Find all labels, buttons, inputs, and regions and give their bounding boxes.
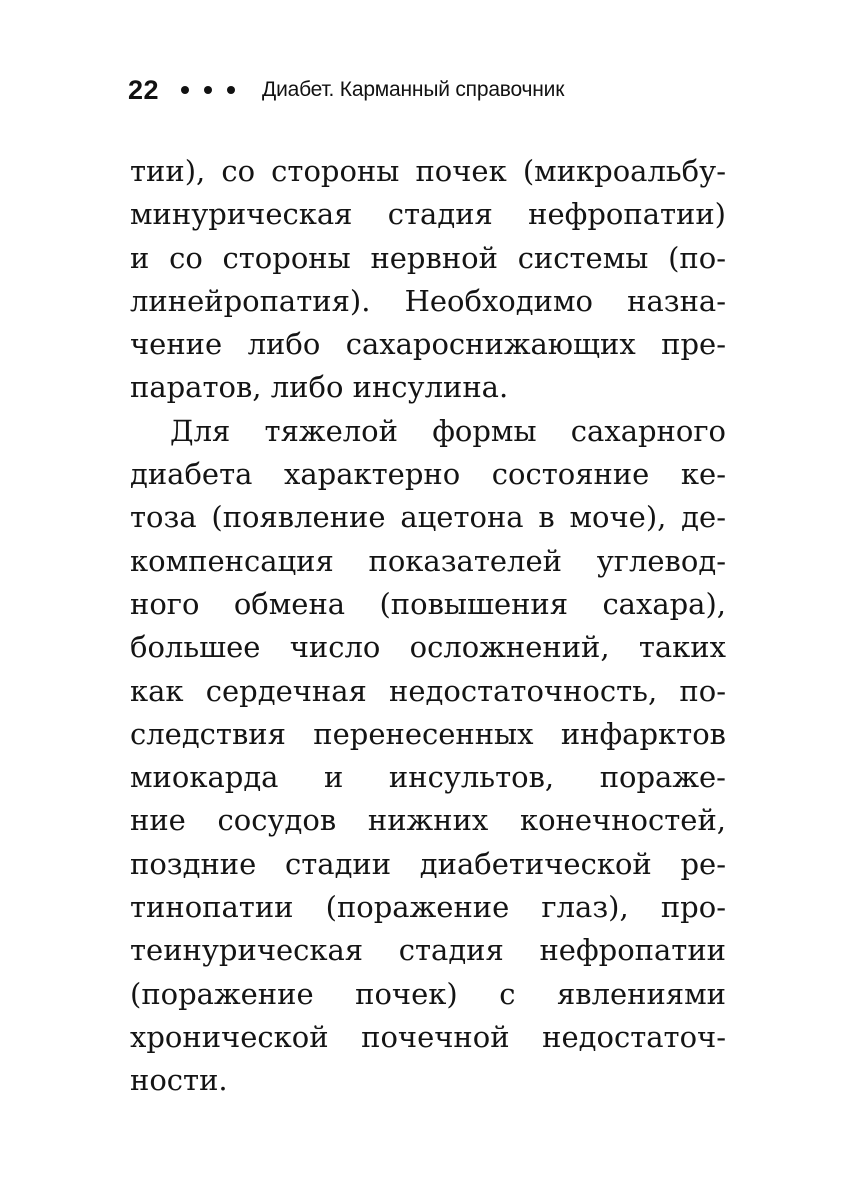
text-line: тинопатии (поражение глаз), про- <box>130 890 726 925</box>
text-line: следствия перенесенных инфарктов <box>130 716 726 751</box>
header-ornament <box>181 86 250 94</box>
body-text <box>130 150 726 1103</box>
paragraph-1 <box>130 150 726 410</box>
text-line: паратов, либо инсулина. <box>130 370 509 405</box>
page-number: 22 <box>128 74 160 105</box>
text-line: Для тяжелой формы сахарного <box>170 413 726 448</box>
ornament-dot <box>181 86 189 94</box>
running-head <box>128 72 564 108</box>
text-line: теинурическая стадия нефропатии <box>130 933 726 968</box>
text-line: тоза (появление ацетона в моче), де- <box>130 500 726 535</box>
text-line: большее число осложнений, таких <box>130 630 726 665</box>
text-line: чение либо сахароснижающих пре- <box>130 327 726 362</box>
text-line: поздние стадии диабетической ре- <box>130 846 726 881</box>
text-line: компенсация показателей углевод- <box>130 543 726 578</box>
text-line: ние сосудов нижних конечностей, <box>130 803 726 838</box>
ornament-dot <box>204 86 212 94</box>
text-line: (поражение почек) с явлениями <box>130 976 726 1011</box>
book-title: Диабет. Карманный справочник <box>262 78 565 101</box>
ornament-dot <box>227 86 235 94</box>
text-line: и со стороны нервной системы (по- <box>130 240 726 275</box>
text-line: диабета характерно состояние ке- <box>130 457 726 492</box>
text-line: тии), со стороны почек (микроальбу- <box>130 154 726 188</box>
text-line: линейропатия). Необходимо назна- <box>130 283 726 318</box>
text-line: хронической почечной недостаточ- <box>130 1019 726 1054</box>
text-line: как сердечная недостаточность, по- <box>130 673 726 708</box>
text-line: минурическая стадия нефропатии) <box>130 197 726 232</box>
text-line: ного обмена (повышения сахара), <box>130 586 726 621</box>
paragraph-2 <box>130 410 726 1103</box>
text-line: ности. <box>130 1063 228 1098</box>
text-line: миокарда и инсультов, пораже- <box>130 760 726 795</box>
